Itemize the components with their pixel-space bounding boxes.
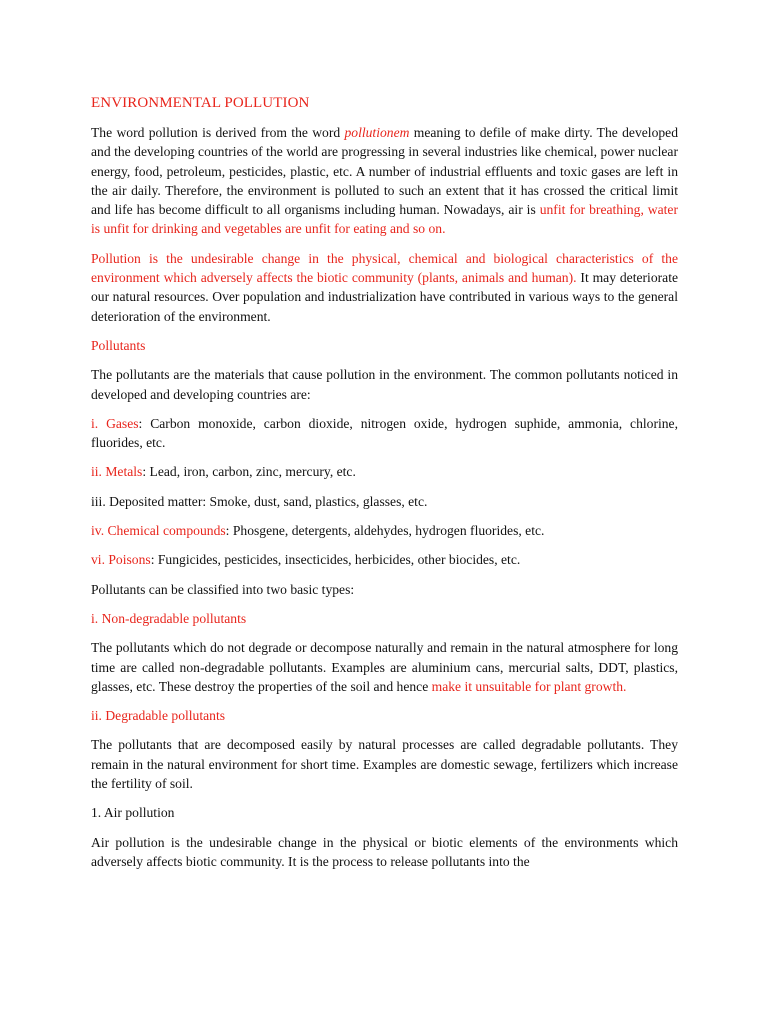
air-pollution-heading: 1. Air pollution: [91, 805, 175, 821]
definition-text: It may deteriorate our natural resources. Over population and industrialization have contributed in various ways to the general deterioration of the environment.: [91, 270, 678, 324]
definition-highlight: Pollution is the undesirable change in the physical, chemical and biological characteristics of the environment which adversely affects the biotic community (plants, animals and human).: [91, 250, 678, 286]
nondegradable-highlight: make it unsuitable for plant growth.: [431, 678, 627, 694]
list-label: vi. Poisons: [91, 552, 151, 568]
nondegradable-heading: i. Non-degradable pollutants: [91, 610, 247, 626]
degradable-paragraph: The pollutants that are decomposed easily by natural processes are called degradable pollutants. They remain in the natural environment for short time. Examples are domestic sewage, fertilizers which increase the fertility of soil.: [91, 737, 678, 792]
list-label: ii. Metals: [91, 464, 143, 480]
intro-highlight: unfit for breathing, water is unfit for drinking and vegetables are unfit for eating and so on.: [91, 202, 678, 237]
list-item-chemical: [91, 521, 678, 540]
list-item-metals: [91, 462, 678, 481]
nondegradable-text: The pollutants which do not degrade or decompose naturally and remain in the natural atmosphere for long time are called non-degradable pollutants. Examples are aluminium cans, mercurial salts, DDT, plastics, glasses, etc. These destroy the properties of the soil and hence: [91, 640, 678, 694]
intro-paragraph: [91, 123, 678, 239]
degradable-heading: ii. Degradable pollutants: [91, 708, 226, 724]
air-pollution-paragraph: Air pollution is the undesirable change in the physical or biotic elements of the environments which adversely affects biotic community. It is the process to release pollutants into the: [91, 834, 678, 869]
list-text: : Carbon monoxide, carbon dioxide, nitrogen oxide, hydrogen suphide, ammonia, chlorine, fluorides, etc.: [91, 415, 678, 451]
list-item-deposited: [91, 492, 678, 511]
list-text: : Phosgene, detergents, aldehydes, hydrogen fluorides, etc.: [225, 523, 545, 539]
intro-text-a: The word pollution is derived from the word: [91, 125, 345, 140]
pollutants-intro: The pollutants are the materials that cause pollution in the environment. The common pollutants noticed in developed and developing countries are:: [91, 367, 678, 402]
nondegradable-paragraph: [91, 638, 678, 696]
list-text: iii. Deposited matter: Smoke, dust, sand, plastics, glasses, etc.: [91, 493, 428, 509]
list-label: iv. Chemical compounds: [91, 523, 226, 539]
pollutants-heading: Pollutants: [91, 337, 146, 353]
intro-emphasis: pollutionem: [344, 125, 410, 140]
list-item-poisons: [91, 550, 678, 569]
list-item-gases: [91, 414, 678, 453]
list-text: : Lead, iron, carbon, zinc, mercury, etc.: [142, 464, 356, 480]
page-title: ENVIRONMENTAL POLLUTION: [91, 95, 310, 111]
intro-text-c: meaning to defile of make dirty. The developed and the developing countries of the world are progressing in several industries like chemical, power nuclear energy, food, petroleum, pesticides, plastic, etc. A number of industrial effluents and toxic gases are left in the air daily. Therefore, the environment is polluted to such an extent that it has crossed the critical limit and life has become difficult to all organisms including human. Nowadays, air is: [91, 125, 678, 218]
list-text: : Fungicides, pesticides, insecticides, herbicides, other biocides, etc.: [150, 552, 521, 568]
list-label: i. Gases: [91, 415, 139, 431]
document-page: [91, 94, 678, 881]
classified-text: Pollutants can be classified into two basic types:: [91, 581, 355, 597]
definition-paragraph: [91, 249, 678, 326]
